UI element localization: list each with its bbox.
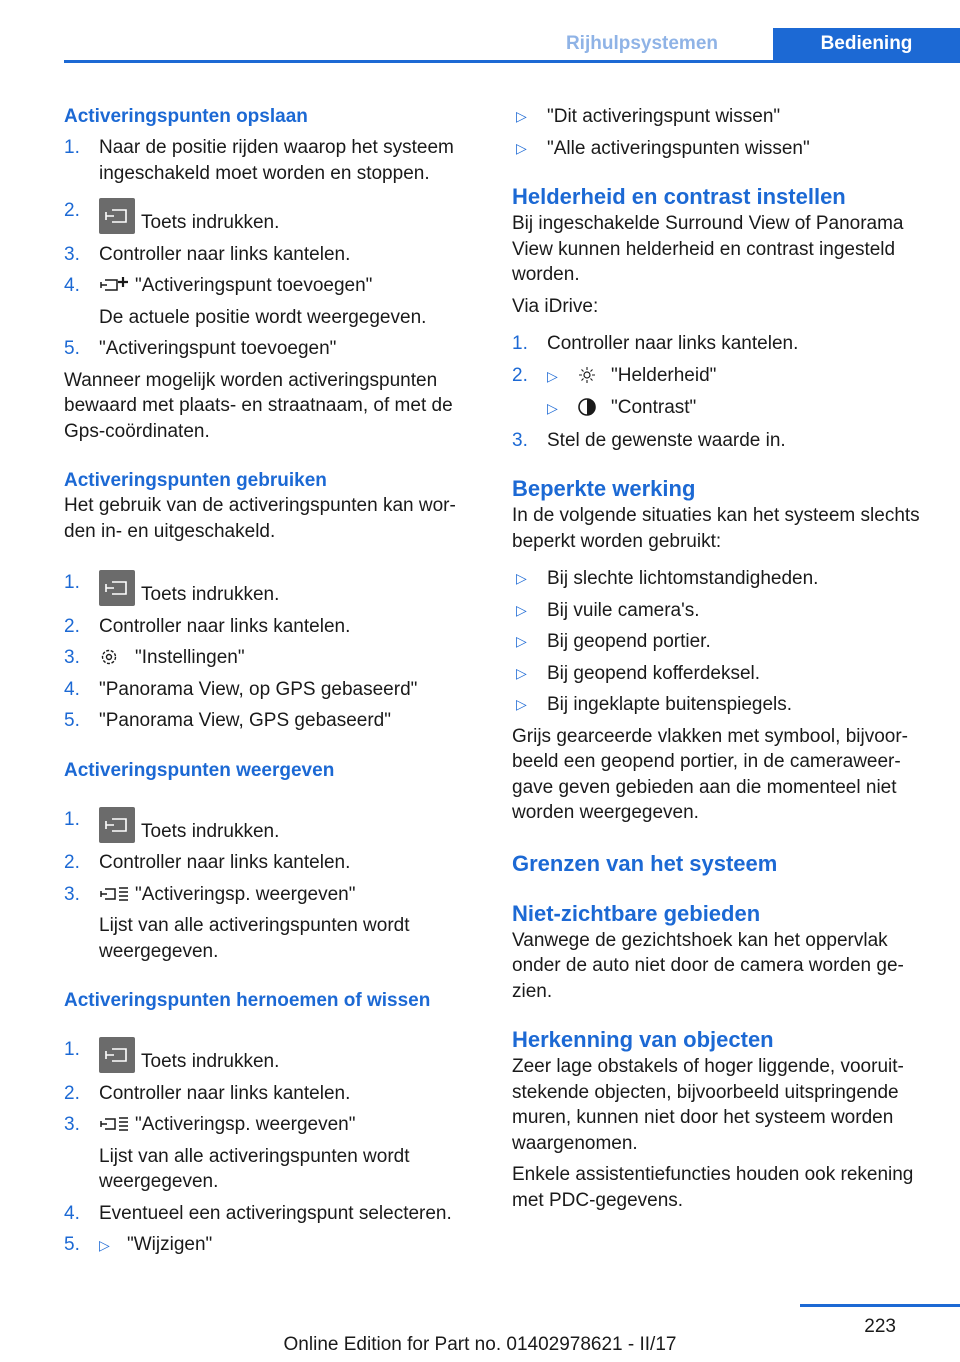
list-item: ▷ Bij slechte lichtomstandigheden. <box>512 566 932 592</box>
list-points-icon <box>99 1114 129 1134</box>
list-item: 4. Eventueel een activeringspunt selecteren. <box>64 1202 452 1224</box>
section-title: Activeringspunten hernoemen of wissen <box>64 990 431 1011</box>
list-item: 2. Controller naar links kantelen. <box>64 615 351 637</box>
section-title: Activeringspunten gebruiken <box>64 470 327 491</box>
list-item: ▷ "Dit activeringspunt wissen" <box>512 104 932 130</box>
list-item: 2. Controller naar links kantelen. <box>64 852 351 873</box>
section-heading: Niet-zichtbare gebieden <box>512 900 761 926</box>
list-item: 3. "Activeringsp. weergeven" Lijst van alle activeringspunten wordt weergegeven. <box>64 1114 410 1192</box>
header-rule <box>64 60 960 63</box>
gear-icon <box>99 647 129 667</box>
list-item: 5. "Panorama View, GPS gebaseerd" <box>64 710 391 731</box>
footer-rule <box>800 1304 960 1307</box>
list-points-icon <box>99 884 129 904</box>
list-item: 1. Toets indrukken. <box>64 808 280 842</box>
camera-button-icon <box>99 807 135 843</box>
bullet-icon: ▷ <box>516 696 527 712</box>
bullet-icon: ▷ <box>547 367 558 384</box>
add-point-icon <box>99 275 129 295</box>
paragraph: Wanneer mogelijk worden activeringspunten bewaard met plaats- en straatnaam, of met de Gps-coördinaten. <box>64 369 453 442</box>
contrast-icon <box>575 397 605 417</box>
list-item: ▷ Bij ingeklapte buitenspiegels. <box>512 692 932 718</box>
paragraph: Vanwege de gezichtshoek kan het oppervlak onder de auto niet door de camera worden gezien. <box>512 929 904 1002</box>
list-item: ▷ "Alle activeringspunten wissen" <box>512 136 932 162</box>
camera-button-icon <box>99 198 135 234</box>
header-section: Rijhulpsystemen <box>565 33 718 54</box>
bullet-icon: ▷ <box>516 601 527 618</box>
paragraph: In de volgende situaties kan het systeem slechts beperkt worden gebruikt: <box>512 505 920 552</box>
list-item: 3. Stel de gewenste waarde in. <box>512 429 786 451</box>
list-item: 2. Controller naar links kantelen. <box>64 1082 351 1104</box>
bullet-icon: ▷ <box>516 633 527 649</box>
list-item: 4. "Panorama View, op GPS gebaseerd" <box>64 678 418 700</box>
section-heading: Grenzen van het systeem <box>512 850 778 876</box>
list-item: 3. "Instellingen" <box>64 647 245 668</box>
paragraph: Zeer lage obstakels of hoger liggende, vooruitstekende objecten, bijvoorbeeld uitspringende muren, kunnen niet door het systeem worden waargenomen. <box>512 1056 904 1154</box>
list-item: 3. "Activeringsp. weergeven" Lijst van alle activeringspunten wordt weergegeven. <box>64 883 410 962</box>
list-item: ▷ Bij geopend portier. <box>512 629 932 655</box>
paragraph: Het gebruik van de activeringspunten kan worden in- en uitgeschakeld. <box>64 495 456 542</box>
paragraph: Grijs gearceerde vlakken met symbool, bijvoorbeeld een geopend portier, in de cameraweergave geven gebieden aan die momenteel niet worden weergegeven. <box>512 725 908 823</box>
bullet-icon: ▷ <box>547 400 558 416</box>
brightness-icon <box>575 365 605 385</box>
section-heading: Beperkte werking <box>512 476 696 501</box>
list-item: 1. Toets indrukken. <box>64 1039 280 1072</box>
list-item: 2. Toets indrukken. <box>64 200 280 233</box>
paragraph: Bij ingeschakelde Surround View of Panorama View kunnen helderheid en contrast ingesteld worden. <box>512 213 904 285</box>
list-item: 1. Toets indrukken. <box>64 572 280 605</box>
list-item: ▷ Bij vuile camera's. <box>512 598 932 624</box>
bullet-icon: ▷ <box>99 1237 110 1253</box>
list-item: 3. Controller naar links kantelen. <box>64 243 351 265</box>
header-chapter: Bediening <box>773 28 960 60</box>
paragraph: Via iDrive: <box>512 295 599 317</box>
edition-footer: Online Edition for Part no. 01402978621 - II/17 <box>283 1334 677 1355</box>
list-item: 4. "Activeringspunt toevoegen" De actuele positie wordt weergegeven. <box>64 275 427 328</box>
paragraph: Enkele assistentiefuncties houden ook rekening met PDC-gegevens. <box>512 1164 914 1211</box>
list-item: 5. "Activeringspunt toevoegen" <box>64 338 337 359</box>
list-item: 1. Naar de positie rijden waarop het systeem ingeschakeld moet worden en stoppen. <box>64 137 454 184</box>
bullet-icon: ▷ <box>516 108 527 124</box>
list-item: ▷ Bij geopend kofferdeksel. <box>512 661 932 687</box>
right-column <box>512 104 932 1213</box>
camera-button-icon <box>99 570 135 606</box>
list-item: 1. Controller naar links kantelen. <box>512 333 799 354</box>
section-heading: Herkenning van objecten <box>512 1027 774 1052</box>
section-heading: Helderheid en contrast instellen <box>512 184 846 209</box>
page-number: 223 <box>864 1316 896 1337</box>
camera-button-icon <box>99 1037 135 1073</box>
section-title: Activeringspunten opslaan <box>64 106 308 127</box>
left-column <box>64 104 476 1259</box>
section-title: Activeringspunten weergeven <box>64 759 335 781</box>
bullet-icon: ▷ <box>516 664 527 681</box>
list-item: 5. ▷ "Wijzigen" <box>64 1232 476 1259</box>
bullet-icon: ▷ <box>516 139 527 156</box>
bullet-icon: ▷ <box>516 570 527 586</box>
list-item: 2. ▷ "Helderheid" ▷ "Contrast" <box>512 363 932 422</box>
